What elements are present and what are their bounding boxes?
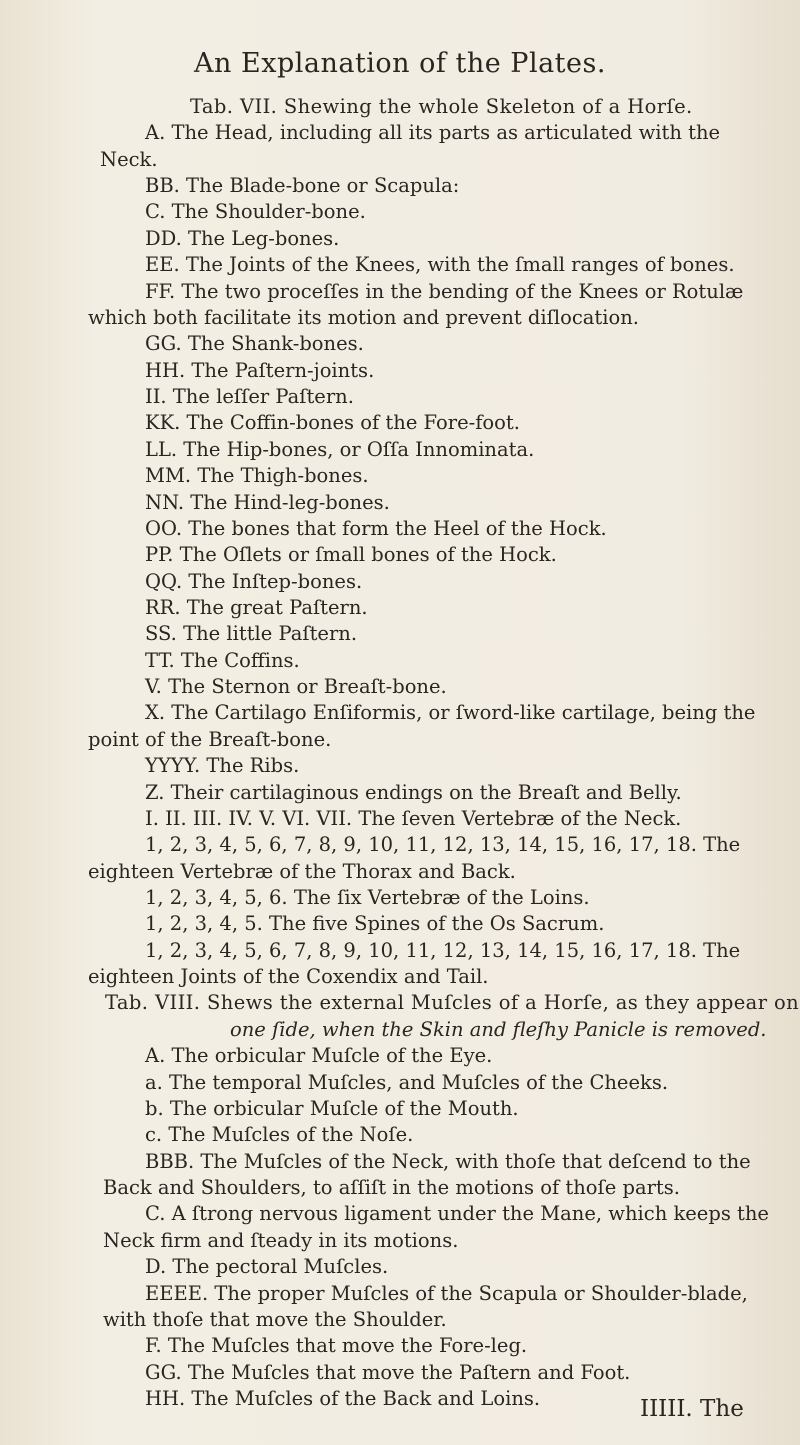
text-line: A. The Head, including all its parts as articulated with the <box>145 121 721 144</box>
text-line: C. The Shoulder-bone. <box>145 200 366 223</box>
text-line: which both facilitate its motion and prevent diſlocation. <box>88 306 639 329</box>
text-line: C. A ſtrong nervous ligament under the Mane, which keeps the <box>145 1202 769 1225</box>
plate-heading-tab-vii: Tab. VII. Shewing the whole Skeleton of a Horſe. <box>190 95 693 118</box>
text-line: NN. The Hind-leg-bones. <box>145 491 390 514</box>
text-line: 1, 2, 3, 4, 5, 6, 7, 8, 9, 10, 11, 12, 13, 14, 15, 16, 17, 18. The <box>145 939 741 962</box>
text-line: Z. Their cartilaginous endings on the Breaſt and Belly. <box>145 781 682 804</box>
text-line: GG. The Shank-bones. <box>145 332 364 355</box>
text-line: RR. The great Paſtern. <box>145 596 368 619</box>
text-line: 1, 2, 3, 4, 5, 6. The ſix Vertebræ of the Loins. <box>145 886 590 909</box>
text-line: X. The Cartilago Enſiformis, or ſword-like cartilage, being the <box>145 701 756 724</box>
text-line: HH. The Paſtern-joints. <box>145 359 375 382</box>
text-line: D. The pectoral Muſcles. <box>145 1255 389 1278</box>
plate-heading-tab-viii: Tab. VIII. Shews the external Muſcles of a Horſe, as they appear on <box>105 991 800 1014</box>
text-line: HH. The Muſcles of the Back and Loins. <box>145 1387 541 1410</box>
text-line: EEEE. The proper Muſcles of the Scapula or Shoulder-blade, <box>145 1282 748 1305</box>
text-line: V. The Sternon or Breaſt-bone. <box>145 675 447 698</box>
text-line: OO. The bones that form the Heel of the Hock. <box>145 517 607 540</box>
text-line: eighteen Joints of the Coxendix and Tail. <box>88 965 489 988</box>
text-line: c. The Muſcles of the Noſe. <box>145 1123 414 1146</box>
text-line: BB. The Blade-bone or Scapula: <box>145 174 460 197</box>
text-line: EE. The Joints of the Knees, with the ſmall ranges of bones. <box>145 253 735 276</box>
text-line: MM. The Thigh-bones. <box>145 464 369 487</box>
text-line: F. The Muſcles that move the Fore-leg. <box>145 1334 528 1357</box>
text-line: Neck firm and ſteady in its motions. <box>103 1229 459 1252</box>
text-line: KK. The Coffin-bones of the Fore-foot. <box>145 411 520 434</box>
text-line: a. The temporal Muſcles, and Muſcles of the Cheeks. <box>145 1071 669 1094</box>
text-line: eighteen Vertebræ of the Thorax and Back. <box>88 860 516 883</box>
text-line: A. The orbicular Muſcle of the Eye. <box>145 1044 493 1067</box>
text-line: PP. The Oſlets or ſmall bones of the Hock. <box>145 543 557 566</box>
text-line: BBB. The Muſcles of the Neck, with thoſe that deſcend to the <box>145 1150 751 1173</box>
page-title: An Explanation of the Plates. <box>194 48 606 79</box>
text-line: 1, 2, 3, 4, 5, 6, 7, 8, 9, 10, 11, 12, 13, 14, 15, 16, 17, 18. The <box>145 833 741 856</box>
text-line: b. The orbicular Muſcle of the Mouth. <box>145 1097 519 1120</box>
text-line: GG. The Muſcles that move the Paſtern and Foot. <box>145 1361 631 1384</box>
text-line: SS. The little Paſtern. <box>145 622 358 645</box>
text-line: YYYY. The Ribs. <box>145 754 300 777</box>
text-line: LL. The Hip-bones, or Oſſa Innominata. <box>145 438 535 461</box>
text-line: DD. The Leg-bones. <box>145 227 340 250</box>
text-line: point of the Breaſt-bone. <box>88 728 332 751</box>
text-line: II. The leſſer Paſtern. <box>145 385 354 408</box>
text-line: FF. The two proceſſes in the bending of the Knees or Rotulæ <box>145 280 744 303</box>
text-line: Back and Shoulders, to aſſiſt in the motions of thoſe parts. <box>103 1176 680 1199</box>
text-line: QQ. The Inſtep-bones. <box>145 570 363 593</box>
text-line: one ſide, when the Skin and fleſhy Panicle is removed. <box>230 1018 767 1041</box>
text-line: I. II. III. IV. V. VI. VII. The ſeven Vertebræ of the Neck. <box>145 807 682 830</box>
text-line: TT. The Coffins. <box>145 649 300 672</box>
text-line: with thoſe that move the Shoulder. <box>103 1308 447 1331</box>
catchword: IIIII. The <box>640 1396 744 1422</box>
text-line: Neck. <box>100 148 158 171</box>
text-line: 1, 2, 3, 4, 5. The five Spines of the Os Sacrum. <box>145 912 605 935</box>
